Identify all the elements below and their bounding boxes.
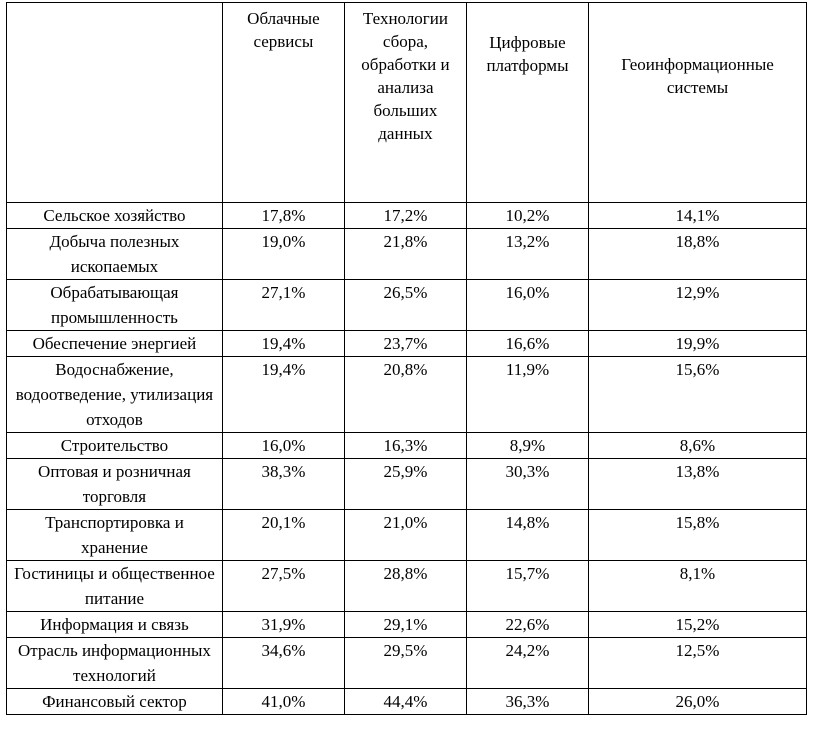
table-row [7, 433, 807, 459]
sector-name: Добыча полезных ископаемых [7, 229, 223, 280]
value-cell: 16,0% [222, 433, 344, 459]
value-cell: 19,4% [222, 331, 344, 357]
table-row [7, 561, 807, 612]
value-cell: 8,6% [588, 433, 806, 459]
value-cell: 29,5% [344, 638, 466, 689]
table-row [7, 612, 807, 638]
table-row [7, 357, 807, 433]
value-cell: 26,5% [344, 280, 466, 331]
sector-name: Информация и связь [7, 612, 223, 638]
value-cell: 29,1% [344, 612, 466, 638]
value-cell: 17,8% [222, 203, 344, 229]
table-row [7, 280, 807, 331]
table-row [7, 638, 807, 689]
sector-name: Обеспечение энергией [7, 331, 223, 357]
header-digital-platforms: Цифровые платформы [466, 3, 588, 203]
value-cell: 38,3% [222, 459, 344, 510]
sector-name: Сельское хозяйство [7, 203, 223, 229]
value-cell: 31,9% [222, 612, 344, 638]
value-cell: 11,9% [466, 357, 588, 433]
sector-name: Обрабатывающая промышленность [7, 280, 223, 331]
value-cell: 25,9% [344, 459, 466, 510]
value-cell: 15,7% [466, 561, 588, 612]
header-cloud-services: Облачные сервисы [222, 3, 344, 203]
value-cell: 17,2% [344, 203, 466, 229]
value-cell: 18,8% [588, 229, 806, 280]
sector-name: Строительство [7, 433, 223, 459]
value-cell: 34,6% [222, 638, 344, 689]
table-row [7, 203, 807, 229]
value-cell: 26,0% [588, 689, 806, 715]
table-row [7, 689, 807, 715]
sector-name: Водоснабжение, водоотведение, утилизация отходов [7, 357, 223, 433]
value-cell: 19,9% [588, 331, 806, 357]
value-cell: 44,4% [344, 689, 466, 715]
header-row [7, 3, 807, 203]
value-cell: 27,1% [222, 280, 344, 331]
value-cell: 20,1% [222, 510, 344, 561]
value-cell: 19,0% [222, 229, 344, 280]
value-cell: 12,9% [588, 280, 806, 331]
sector-name: Транспортировка и хранение [7, 510, 223, 561]
sector-name: Гостиницы и общественное питание [7, 561, 223, 612]
value-cell: 16,6% [466, 331, 588, 357]
value-cell: 10,2% [466, 203, 588, 229]
sector-name: Финансовый сектор [7, 689, 223, 715]
value-cell: 8,1% [588, 561, 806, 612]
value-cell: 30,3% [466, 459, 588, 510]
table-row [7, 229, 807, 280]
table-row [7, 510, 807, 561]
header-gis: Геоинформационные системы [588, 3, 806, 203]
value-cell: 12,5% [588, 638, 806, 689]
value-cell: 16,3% [344, 433, 466, 459]
value-cell: 28,8% [344, 561, 466, 612]
table-row [7, 331, 807, 357]
header-corner [7, 3, 223, 203]
value-cell: 15,6% [588, 357, 806, 433]
value-cell: 27,5% [222, 561, 344, 612]
value-cell: 22,6% [466, 612, 588, 638]
sector-name: Отрасль информационных технологий [7, 638, 223, 689]
value-cell: 21,8% [344, 229, 466, 280]
value-cell: 15,8% [588, 510, 806, 561]
sector-name: Оптовая и розничная торговля [7, 459, 223, 510]
value-cell: 20,8% [344, 357, 466, 433]
value-cell: 41,0% [222, 689, 344, 715]
table-row [7, 459, 807, 510]
value-cell: 16,0% [466, 280, 588, 331]
value-cell: 13,2% [466, 229, 588, 280]
value-cell: 13,8% [588, 459, 806, 510]
header-big-data: Технологии сбора, обработки и анализа больших данных [344, 3, 466, 203]
value-cell: 21,0% [344, 510, 466, 561]
value-cell: 36,3% [466, 689, 588, 715]
value-cell: 14,1% [588, 203, 806, 229]
value-cell: 14,8% [466, 510, 588, 561]
value-cell: 19,4% [222, 357, 344, 433]
data-table [6, 2, 807, 715]
value-cell: 24,2% [466, 638, 588, 689]
value-cell: 15,2% [588, 612, 806, 638]
value-cell: 23,7% [344, 331, 466, 357]
value-cell: 8,9% [466, 433, 588, 459]
